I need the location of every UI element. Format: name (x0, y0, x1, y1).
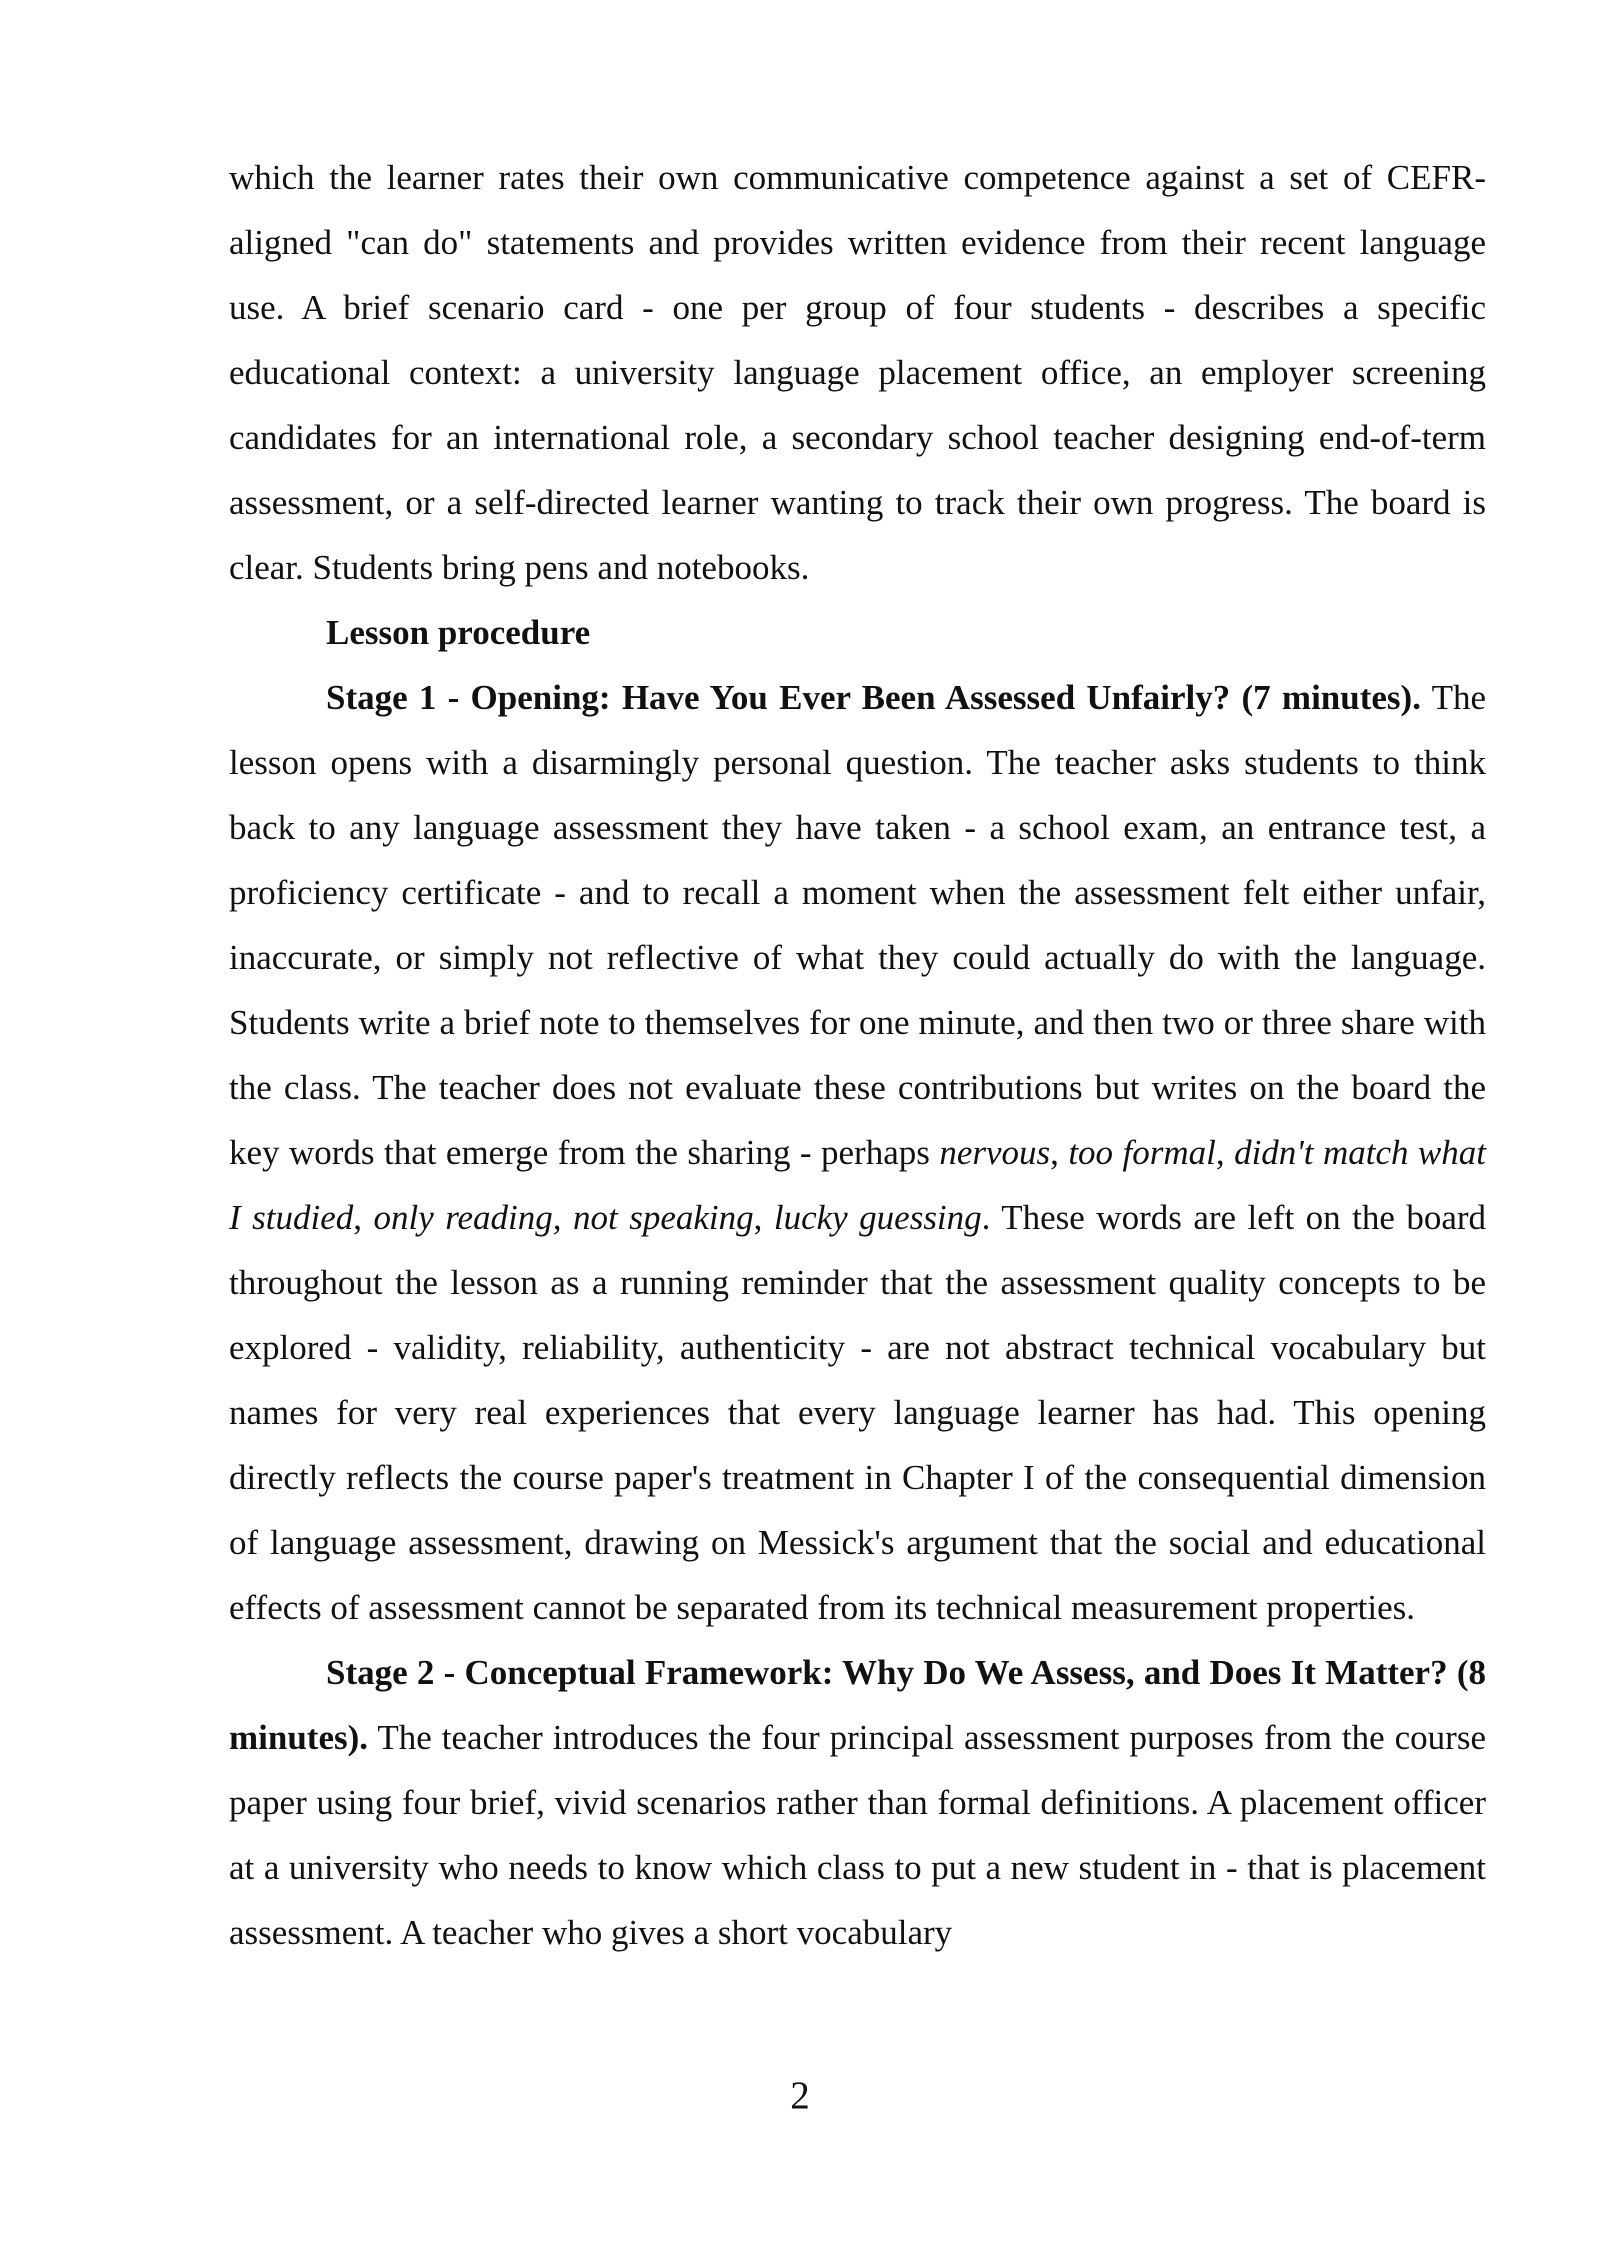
page-number: 2 (790, 2074, 810, 2117)
separator: , (1050, 1133, 1069, 1172)
separator: . (981, 1198, 991, 1237)
stage-2-paragraph (229, 1640, 1486, 1965)
stage-1-text: The lesson opens with a disarmingly personal question. The teacher asks students to think back to any language assessment they have taken - a school exam, an entrance test, a proficiency certificate - and to recall a moment when the assessment felt either unfair, inaccurate, or simply not reflective of what they could actually do with the language. Students write a brief note to themselves for one minute, and then two or three share with the class. The teacher does not evaluate these contributions but writes on the board the key words that emerge from the sharing - perhaps (229, 678, 1486, 1172)
example-word: nervous (939, 1133, 1051, 1172)
separator: , (353, 1198, 374, 1237)
example-word: only reading, not speaking (373, 1198, 754, 1237)
separator: , (753, 1198, 774, 1237)
stage-1-text-continued: These words are left on the board throughout the lesson as a running reminder that the assessment quality concepts to be explored - validity, reliability, authenticity - are not abstract technical vocabulary but names for very real experiences that every language learner has had. This opening directly reflects the course paper's treatment in Chapter I of the consequential dimension of language assessment, drawing on Messick's argument that the social and educational effects of assessment cannot be separated from its technical measurement properties. (229, 1198, 1487, 1627)
stage-2-title: Stage 2 - Conceptual Framework: Why Do We Assess, and Does It Matter? (8 minutes). (229, 1653, 1486, 1757)
example-word: too formal (1068, 1133, 1216, 1172)
stage-1-paragraph (229, 665, 1486, 1640)
section-heading-lesson-procedure: Lesson procedure (326, 613, 591, 652)
separator: , (1215, 1133, 1235, 1172)
stage-2-text: The teacher introduces the four principal assessment purposes from the course paper using four brief, vivid scenarios rather than formal definitions. A placement officer at a university who needs to know which class to put a new student in - that is placement assessment. A teacher who gives a short vocabulary (229, 1718, 1486, 1952)
example-word: lucky guessing (773, 1198, 982, 1237)
example-word: didn't match what I studied (229, 1133, 1487, 1237)
body-text (229, 145, 1486, 1965)
intro-paragraph: which the learner rates their own communicative competence against a set of CEFR-aligned "can do" statements and provides written evidence from their recent language use. A brief scenario card - one per group of four students - describes a specific educational context: a university language placement office, an employer screening candidates for an international role, a secondary school teacher designing end-of-term assessment, or a self-directed learner wanting to track their own progress. The board is clear. Students bring pens and notebooks. (229, 158, 1486, 587)
stage-1-title: Stage 1 - Opening: Have You Ever Been Assessed Unfairly? (7 minutes). (326, 678, 1421, 717)
